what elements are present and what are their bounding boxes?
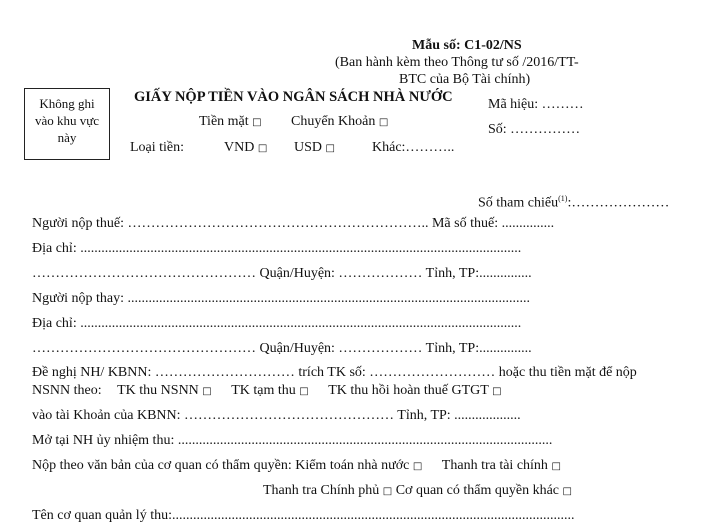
bank-request-line[interactable]: Đề nghị NH/ KBNN: ………………………… trích TK số: ……………………… hoặc thu tiền mặt để nộp (32, 365, 637, 380)
reference-footnote: (1) (558, 194, 568, 203)
state-audit-checkbox[interactable]: □ (412, 461, 423, 472)
substitute-address-line[interactable]: Địa chỉ: .............................................................................................................................. (32, 316, 522, 331)
usd-option[interactable] (294, 140, 335, 157)
tk-refund-checkbox[interactable]: □ (492, 386, 502, 397)
finance-inspection-checkbox[interactable]: □ (551, 461, 561, 472)
taxpayer-address-line[interactable]: Địa chỉ: .............................................................................................................................. (32, 241, 522, 256)
transfer-checkbox[interactable]: □ (378, 117, 389, 128)
usd-checkbox[interactable]: □ (325, 143, 335, 154)
tk-nsnn-label: TK thu NSNN (117, 383, 199, 398)
reference-number-field[interactable] (478, 191, 669, 212)
reserved-area-line1: Không ghi (39, 96, 95, 111)
substitute-payer-line[interactable]: Người nộp thay: ................................................................................................................... (32, 291, 530, 306)
form-number: Mẫu số: C1-02/NS (412, 38, 522, 53)
transfer-option[interactable] (291, 114, 388, 131)
authority-row-2 (263, 483, 572, 500)
reserved-area-box (24, 88, 110, 160)
treasury-account-line[interactable]: vào tài Khoản của KBNN: ……………………………………… Tỉnh, TP: ................... (32, 408, 521, 423)
usd-label: USD (294, 140, 323, 155)
authority-row-1 (32, 458, 561, 475)
tk-nsnn-checkbox[interactable]: □ (202, 386, 212, 397)
reference-dots: :………………… (567, 195, 670, 211)
other-authority-label: Cơ quan có thẩm quyền khác (395, 483, 560, 498)
collecting-agency-line[interactable]: Tên cơ quan quản lý thu:................................................................................................................... (32, 508, 575, 523)
tk-temp-label: TK tạm thu (231, 383, 296, 398)
tk-refund-label: TK thu hồi hoàn thuế GTGT (328, 383, 489, 398)
currency-label: Loại tiền: (130, 140, 185, 155)
gov-inspection-checkbox[interactable]: □ (382, 486, 393, 497)
state-audit-label: Nộp theo văn bản của cơ quan có thẩm quyền: Kiểm toán nhà nước (32, 458, 410, 473)
nsnn-prefix: NSNN theo: (32, 383, 102, 398)
document-title: GIẤY NỘP TIỀN VÀO NGÂN SÁCH NHÀ NƯỚC (134, 89, 453, 105)
nsnn-accounts-row (32, 383, 502, 400)
other-authority-checkbox[interactable]: □ (562, 486, 572, 497)
other-currency-field[interactable]: Khác:……….. (372, 140, 455, 155)
reserved-area-line2: vào khu vực (34, 113, 100, 128)
taxpayer-district-line[interactable]: ………………………………………… Quận/Huyện: ……………… Tỉnh, TP:............... (32, 266, 532, 281)
transfer-label: Chuyển Khoản (291, 114, 376, 129)
gov-inspection-label: Thanh tra Chính phủ (263, 483, 380, 498)
cash-label: Tiền mặt (199, 114, 249, 129)
cash-checkbox[interactable]: □ (252, 117, 262, 128)
vnd-label: VND (224, 140, 255, 155)
number-field[interactable]: Số: …………… (488, 122, 581, 137)
issued-note-line1: (Ban hành kèm theo Thông tư số /2016/TT- (335, 55, 579, 70)
reference-label: Số tham chiếu (478, 195, 559, 211)
finance-inspection-label: Thanh tra tài chính (441, 458, 548, 473)
substitute-district-line[interactable]: ………………………………………… Quận/Huyện: ……………… Tỉnh, TP:............... (32, 341, 532, 356)
issued-note-line2: BTC của Bộ Tài chính) (399, 72, 531, 87)
symbol-field[interactable]: Mã hiệu: ……… (488, 97, 584, 112)
vnd-checkbox[interactable]: □ (257, 143, 268, 154)
cash-option[interactable] (199, 114, 262, 131)
reserved-area-line3: này (57, 130, 77, 145)
taxpayer-line[interactable]: Người nộp thuế: ……………………………………………………….. Mã số thuế: ............... (32, 216, 555, 231)
tk-temp-checkbox[interactable]: □ (299, 386, 309, 397)
vnd-option[interactable] (224, 140, 267, 157)
collecting-bank-line[interactable]: Mở tại NH ủy nhiệm thu: ........................................................................................................... (32, 433, 553, 448)
